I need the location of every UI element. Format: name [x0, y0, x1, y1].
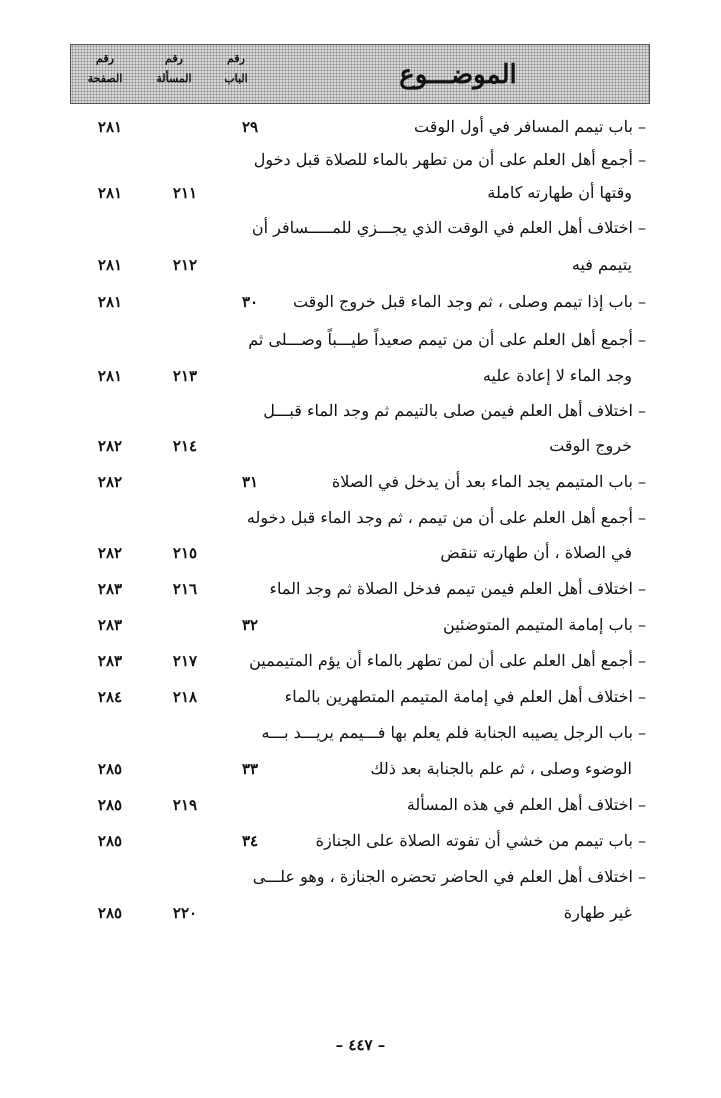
topic-column-header: الموضـــوع: [399, 60, 517, 90]
topic-text: – باب المتيمم يجد الماء بعد أن يدخل في الصلاة: [331, 472, 646, 491]
table-row: [70, 682, 650, 712]
chapter-number: ٣٣: [241, 760, 259, 778]
topic-text: – باب إذا تيمم وصلى ، ثم وجد الماء قبل خروج الوقت: [292, 292, 646, 311]
page-number: ٢٨١: [97, 118, 123, 136]
table-row: [70, 718, 650, 748]
table-row: [70, 790, 650, 820]
issue-number: ٢١٣: [172, 367, 198, 385]
chapter-number: ٣١: [241, 473, 259, 491]
topic-text: – باب تيمم من خشي أن تفوته الصلاة على الجنازة: [315, 831, 646, 850]
page-column-label-1: رقم: [96, 52, 114, 65]
chapter-number: ٣٤: [241, 832, 259, 850]
table-row: [70, 754, 650, 784]
topic-text: – اختلاف أهل العلم في إمامة المتيمم المتطهرين بالماء: [284, 687, 646, 706]
issue-number: ٢٢٠: [172, 904, 198, 922]
table-row: [70, 431, 650, 461]
topic-text: – اختلاف أهل العلم في الحاضر تحضره الجنازة ، وهو علـــى: [252, 867, 646, 886]
table-row: [70, 467, 650, 497]
issue-number: ٢١٥: [172, 544, 198, 562]
chapter-number: ٣٠: [241, 293, 259, 311]
topic-text: – أجمع أهل العلم على أن من تطهر بالماء للصلاة قبل دخول: [253, 150, 646, 169]
page-number: ٢٨٣: [97, 580, 123, 598]
topic-text: يتيمم فيه: [571, 255, 632, 274]
page-number: ٢٨٥: [97, 832, 123, 850]
page-column-label-2: الصفحة: [87, 72, 123, 85]
topic-text: – باب الرجل يصيبه الجنابة فلم يعلم بها فـــيمم يريـــد بـــه: [261, 723, 646, 742]
topic-text: – أجمع أهل العلم على أن من تيمم صعيداً طيـــباً وصـــلى ثم: [248, 330, 646, 349]
page-number: ٢٨١: [97, 256, 123, 274]
page-number-footer: – ٤٤٧ –: [335, 1036, 386, 1054]
page-number: ٢٨٥: [97, 796, 123, 814]
issue-number-column-header: [139, 49, 209, 89]
page-number: ٢٨٣: [97, 616, 123, 634]
page-number: ٢٨٤: [97, 688, 123, 706]
page-number: ٢٨٢: [97, 437, 123, 455]
table-row: [70, 250, 650, 280]
topic-text: وجد الماء لا إعادة عليه: [482, 366, 632, 385]
table-row: [70, 112, 650, 142]
page-number: ٢٨٥: [97, 904, 123, 922]
topic-text: – اختلاف أهل العلم في الوقت الذي يجـــزي للمـــــسافر أن: [251, 218, 646, 237]
topic-text: – أجمع أهل العلم على أن لمن تطهر بالماء أن يؤم المتيممين: [249, 651, 646, 670]
table-row: [70, 396, 650, 426]
issue-number: ٢١٩: [172, 796, 198, 814]
chapter-column-label-2: الباب: [224, 72, 248, 85]
table-row: [70, 862, 650, 892]
page-number: ٢٨١: [97, 184, 123, 202]
chapter-number: ٣٢: [241, 616, 259, 634]
page-number: ٢٨٢: [97, 473, 123, 491]
page-number: ٢٨١: [97, 367, 123, 385]
chapter-column-label-1: رقم: [227, 52, 245, 65]
chapter-number: ٢٩: [241, 118, 259, 136]
issue-number: ٢١٢: [172, 256, 198, 274]
table-row: [70, 503, 650, 533]
table-row: [70, 213, 650, 243]
table-row: [70, 145, 650, 175]
topic-text: وقتها أن طهارته كاملة: [487, 183, 632, 202]
table-row: [70, 610, 650, 640]
topic-text: غير طهارة: [563, 903, 632, 922]
topic-text: – اختلاف أهل العلم فيمن صلى بالتيمم ثم وجد الماء قبـــل: [263, 401, 646, 420]
topic-text: – اختلاف أهل العلم فيمن تيمم فدخل الصلاة ثم وجد الماء: [269, 579, 646, 598]
topic-text: – أجمع أهل العلم على أن من تيمم ، ثم وجد الماء قبل دخوله: [246, 508, 646, 527]
issue-column-label-2: المسألة: [156, 72, 192, 85]
table-row: [70, 287, 650, 317]
page-number-column-header: [75, 49, 135, 89]
table-row: [70, 178, 650, 208]
table-row: [70, 574, 650, 604]
table-row: [70, 325, 650, 355]
issue-number: ٢١٨: [172, 688, 198, 706]
table-header: [70, 44, 650, 104]
table-row: [70, 646, 650, 676]
topic-text: في الصلاة ، أن طهارته تنقض: [440, 543, 632, 562]
issue-number: ٢١٤: [172, 437, 198, 455]
page-number: ٢٨٢: [97, 544, 123, 562]
issue-number: ٢١٧: [172, 652, 198, 670]
page-number: ٢٨٣: [97, 652, 123, 670]
table-row: [70, 898, 650, 928]
table-row: [70, 361, 650, 391]
topic-text: – باب تيمم المسافر في أول الوقت: [413, 117, 646, 136]
issue-column-label-1: رقم: [165, 52, 183, 65]
page-number: ٢٨١: [97, 293, 123, 311]
page-number: ٢٨٥: [97, 760, 123, 778]
chapter-number-column-header: [207, 49, 265, 89]
table-row: [70, 826, 650, 856]
table-row: [70, 538, 650, 568]
topic-text: – باب إمامة المتيمم المتوضئين: [443, 615, 646, 634]
issue-number: ٢١٦: [172, 580, 198, 598]
issue-number: ٢١١: [172, 184, 198, 202]
topic-text: – اختلاف أهل العلم في هذه المسألة: [406, 795, 646, 814]
topic-text: خروج الوقت: [549, 436, 632, 455]
topic-text: الوضوء وصلى ، ثم علم بالجنابة بعد ذلك: [370, 759, 632, 778]
